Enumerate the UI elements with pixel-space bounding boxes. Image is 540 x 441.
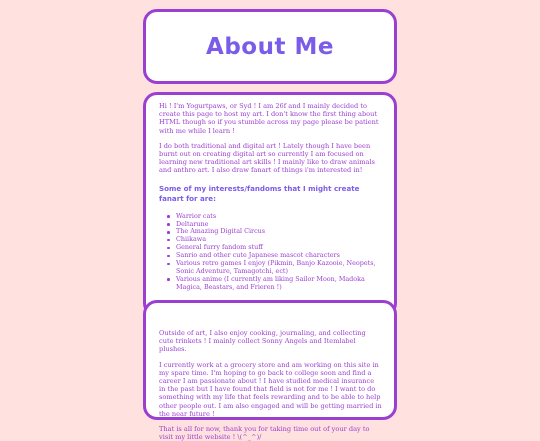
list-item: Chiikawa	[176, 236, 382, 244]
page-title: About Me	[206, 33, 334, 60]
interests-list	[159, 213, 382, 292]
intro-paragraph: Hi ! I'm Yogurtpaws, or Syd ! I am 26f and I mainly decided to create this page to host my art. I don't know the first thing about HTML though so if you stumble across my page please be patient with me while I learn !	[159, 102, 379, 135]
list-item: Deltarune	[176, 221, 382, 229]
work-paragraph: I currently work at a grocery store and am working on this site in my spare time. I'm hoping to go back to college soon and find a career I am passionate about ! I have studied medical insurance in the past but I have found that field is not for me ! I want to do something with my life that feels rewarding and to be able to help other people out. I am also engaged and will be getting married in the near future !	[159, 360, 382, 418]
title-card	[143, 9, 397, 84]
list-item: Various retro games I enjoy (Pikmin, Banjo Kazooie, Neopets, Sonic Adventure, Tamagotchi, ect)	[176, 260, 382, 276]
closing-paragraph: That is all for now, thank you for taking time out of your day to visit my little website ! \(^_^)/	[159, 425, 370, 441]
more-about-card	[143, 300, 397, 441]
art-paragraph: I do both traditional and digital art ! Lately though I have been burnt out on creating digital art so currently I am focused on learning new traditional art skills ! I mainly like to draw animals and anthro art. I also draw fanart of things i'm interested in!	[159, 141, 375, 175]
list-item: Various anime (I currently am liking Sailor Moon, Madoka Magica, Beastars, and Frieren !)	[176, 276, 382, 292]
list-item: Sanrio and other cute Japanese mascot characters	[176, 252, 382, 260]
list-item: Warrior cats	[176, 213, 382, 221]
intro-card	[143, 92, 397, 317]
list-item: The Amazing Digital Circus	[176, 228, 382, 236]
hobbies-paragraph: Outside of art, I also enjoy cooking, journaling, and collecting cute trinkets ! I mainly collect Sonny Angels and Itemlabel plushes.	[159, 329, 366, 354]
interests-heading: Some of my interests/fandoms that I might create fanart for are:	[159, 183, 360, 204]
list-item: General furry fandom stuff	[176, 244, 382, 252]
